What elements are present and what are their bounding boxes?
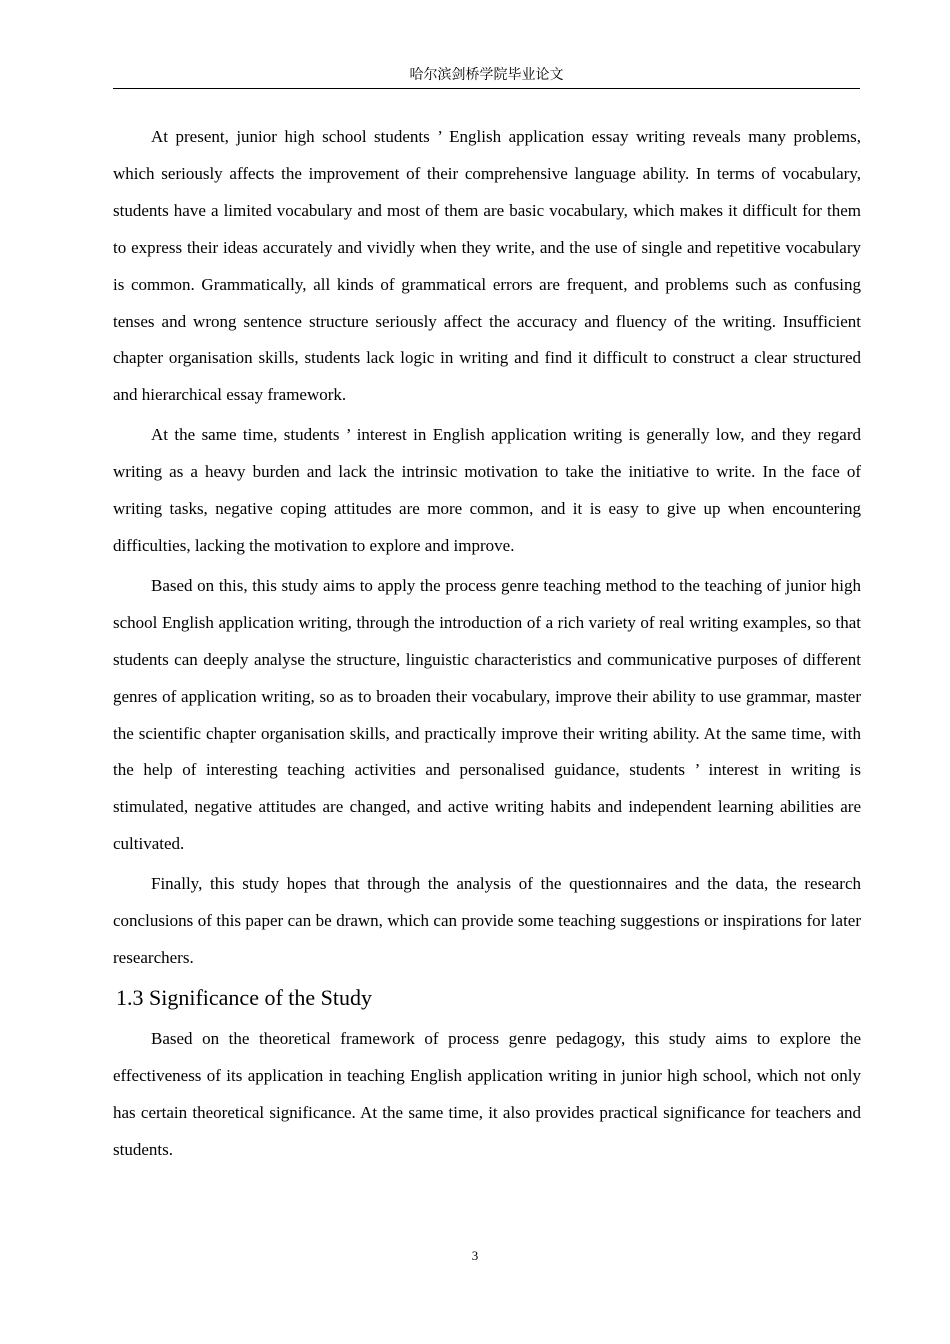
paragraph-aims: Based on this, this study aims to apply the process genre teaching method to the teaching of junior high school English application writing, through the introduction of a rich variety of real writing examples, so that students can deeply analyse the structure, linguistic characteristics and communicative purposes of different genres of application writing, so as to broaden their vocabulary, improve their ability to use grammar, master the scientific chapter organisation skills, and practically improve their writing ability. At the same time, with the help of interesting teaching activities and personalised guidance, students ’ interest in writing is stimulated, negative attitudes are changed, and active writing habits and independent learning abilities are cultivated. [113,575,861,854]
paragraph-significance: Based on the theoretical framework of process genre pedagogy, this study aims to explore the effectiveness of its application in teaching English application writing in junior high school, which not only has certain theoretical significance. At the same time, it also provides practical significance for teachers and students. [113,1028,861,1159]
paragraph-problems: At present, junior high school students ’ English application essay writing reveals many problems, which seriously affects the improvement of their comprehensive language ability. In terms of vocabulary, students have a limited vocabulary and most of them are basic vocabulary, which makes it difficult for them to express their ideas accurately and vividly when they write, and the use of single and repetitive vocabulary is common. Grammatically, all kinds of grammatical errors are frequent, and problems such as confusing tenses and wrong sentence structure seriously affect the accuracy and fluency of the writing. Insufficient chapter organisation skills, students lack logic in writing and find it difficult to construct a clear structured and hierarchical essay framework. [113,127,861,405]
page-number: 3 [471,1248,479,1263]
header-rule [113,88,860,89]
paragraph-interest: At the same time, students ’ interest in English application writing is generally low, and they regard writing as a heavy burden and lack the intrinsic motivation to take the initiative to write. In the face of writing tasks, negative coping attitudes are more common, and it is easy to give up when encountering difficulties, lacking the motivation to explore and improve. [113,425,861,555]
section-heading: 1.3 Significance of the Study [116,984,373,1010]
paragraph-conclusion: Finally, this study hopes that through the analysis of the questionnaires and the data, the research conclusions of this paper can be drawn, which can provide some teaching suggestions or inspirations for later researchers. [113,874,861,967]
running-header: 哈尔滨剑桥学院毕业论文 [409,68,564,83]
page-body [113,119,861,1171]
